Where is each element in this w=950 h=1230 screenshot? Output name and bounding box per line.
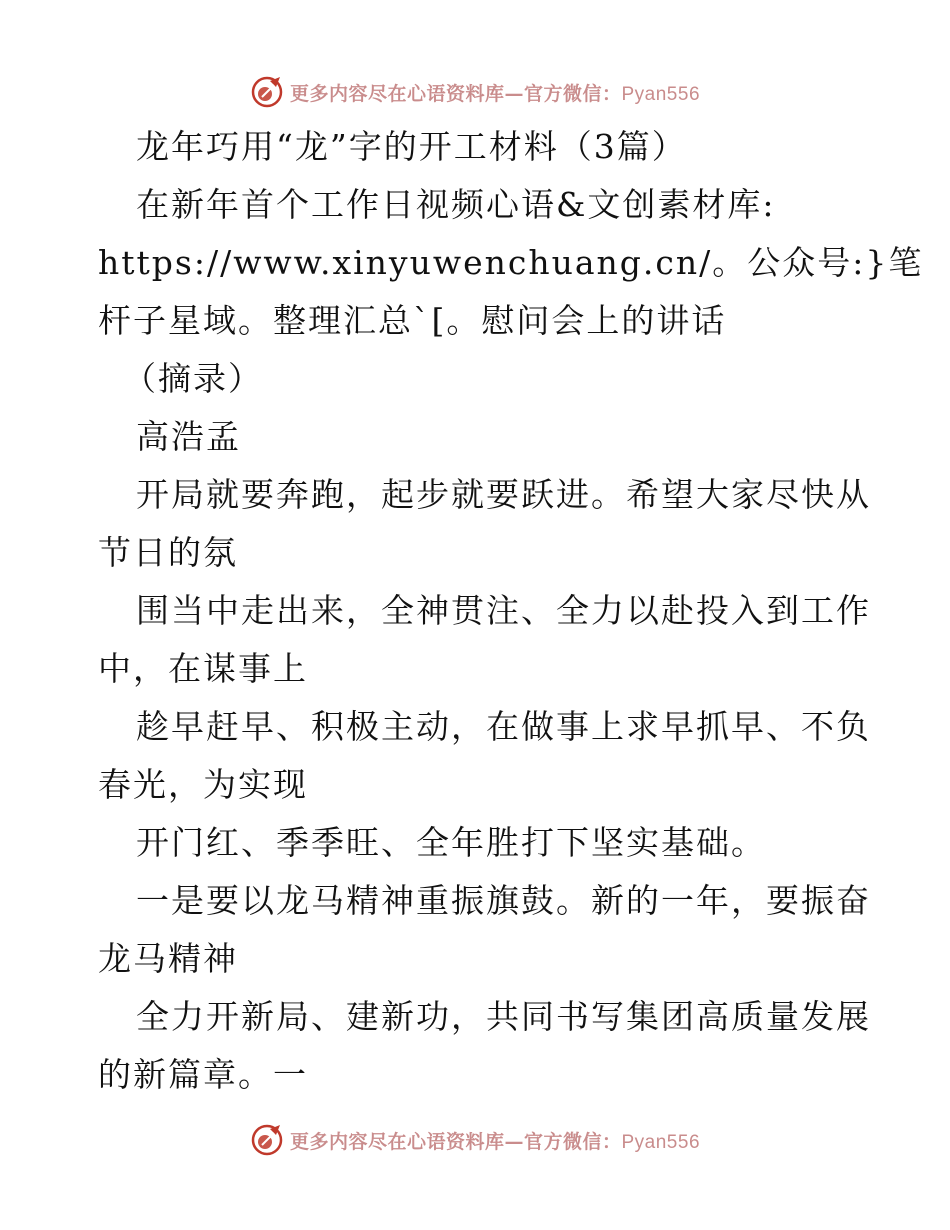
header-watermark bbox=[0, 72, 950, 112]
paragraph-line: 在新年首个工作日视频心语&文创素材库: bbox=[136, 185, 776, 224]
paragraph-line: 的新篇章。一 bbox=[98, 1055, 308, 1094]
paragraph-line: https://www.xinyuwenchuang.cn/。公众号:}笔 bbox=[98, 243, 924, 282]
paragraph-line: 中，在谋事上 bbox=[98, 649, 308, 688]
paragraph-line: 趁早赶早、积极主动，在做事上求早抓早、不负 bbox=[136, 707, 871, 746]
paragraph-line: 开门红、季季旺、全年胜打下坚实基础。 bbox=[136, 823, 766, 862]
document-title: 龙年巧用“龙”字的开工材料（3篇） bbox=[136, 127, 687, 166]
document-body bbox=[98, 118, 924, 1104]
paragraph-line: 一是要以龙马精神重振旗鼓。新的一年，要振奋 bbox=[136, 881, 871, 920]
paragraph-line: 杆子星域。整理汇总`[。慰问会上的讲话 bbox=[98, 301, 727, 340]
paragraph-line: 开局就要奔跑，起步就要跃进。希望大家尽快从 bbox=[136, 475, 871, 514]
author-name: 高浩孟 bbox=[136, 417, 241, 456]
watermark-text: 更多内容尽在心语资料库—官方微信：Pyan556 bbox=[289, 1130, 701, 1153]
paragraph-line: （摘录） bbox=[123, 359, 263, 398]
paragraph-line: 龙马精神 bbox=[98, 939, 238, 978]
paragraph-line: 节日的氛 bbox=[98, 533, 238, 572]
paragraph-line: 全力开新局、建新功，共同书写集团高质量发展 bbox=[136, 997, 871, 1036]
watermark-text: 更多内容尽在心语资料库—官方微信：Pyan556 bbox=[289, 82, 701, 105]
pen-logo-icon bbox=[250, 1123, 284, 1157]
paragraph-line: 春光，为实现 bbox=[98, 765, 308, 804]
paragraph-line: 围当中走出来，全神贯注、全力以赴投入到工作 bbox=[136, 591, 871, 630]
footer-watermark bbox=[0, 1120, 950, 1160]
pen-logo-icon bbox=[250, 75, 284, 109]
